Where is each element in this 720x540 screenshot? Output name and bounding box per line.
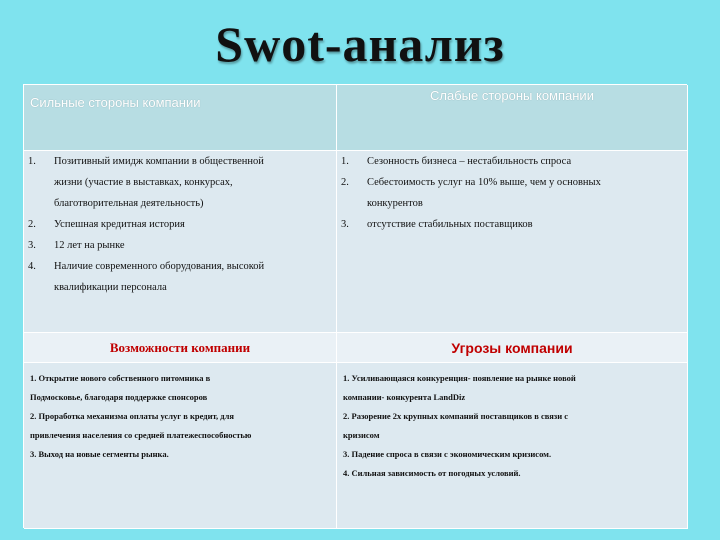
list-item-number: 1. xyxy=(28,156,36,167)
list-item xyxy=(337,151,687,172)
list-item-line: жизни (участие в выставках, конкурсах, xyxy=(54,177,233,188)
list-item-line: квалификации персонала xyxy=(54,282,167,293)
text-line: 1. Усиливающаяся конкуренция- появление на рынке новой xyxy=(343,373,576,383)
list-item-number: 2. xyxy=(341,177,349,188)
text-line: 2. Разорение 2х крупных компаний поставщиков в связи с xyxy=(343,411,569,421)
list-item-line: Успешная кредитная история xyxy=(54,219,185,230)
threats-cell xyxy=(337,363,688,529)
list-item-number: 4. xyxy=(28,261,36,272)
list-item xyxy=(337,214,687,235)
text-line: кризисом xyxy=(343,430,380,440)
list-item xyxy=(24,214,336,235)
text-line: привлечения населения со средней платежеспособностью xyxy=(30,430,252,440)
text-line: Подмосковье, благодаря поддержке спонсоров xyxy=(30,392,208,402)
strengths-header: Сильные стороны компании xyxy=(24,85,337,151)
list-item-line: Наличие современного оборудования, высокой xyxy=(54,261,265,272)
list-item xyxy=(24,256,336,298)
opportunities-cell xyxy=(24,363,337,529)
weaknesses-list xyxy=(337,151,687,235)
text-line: 1. Открытие нового собственного питомника в xyxy=(30,373,211,383)
list-item-number: 3. xyxy=(28,240,36,251)
text-line: 4. Сильная зависимость от погодных условий. xyxy=(343,468,521,478)
opportunities-header: Возможности компании xyxy=(24,333,337,363)
list-item xyxy=(24,235,336,256)
text-line: компании- конкурента LandDiz xyxy=(343,392,466,402)
text-line: 3. Выход на новые сегменты рынка. xyxy=(30,449,169,459)
list-item-number: 1. xyxy=(341,156,349,167)
list-item-line: благотворительная деятельность) xyxy=(54,198,204,209)
strengths-cell xyxy=(24,151,337,333)
weaknesses-header: Слабые стороны компании xyxy=(337,85,688,151)
text-line: 3. Падение спроса в связи с экономическим кризисом. xyxy=(343,449,552,459)
swot-table xyxy=(23,84,687,528)
list-item xyxy=(24,151,336,214)
list-item-line: Сезонность бизнеса – нестабильность спроса xyxy=(367,156,572,167)
list-item-line: Позитивный имидж компании в общественной xyxy=(54,156,264,167)
list-item-line: конкурентов xyxy=(367,198,423,209)
text-line: 2. Проработка механизма оплаты услуг в кредит, для xyxy=(30,411,234,421)
list-item-line: 12 лет на рынке xyxy=(54,240,125,251)
strengths-list xyxy=(24,151,336,298)
list-item xyxy=(337,172,687,214)
weaknesses-cell xyxy=(337,151,688,333)
list-item-line: Себестоимость услуг на 10% выше, чем у основных xyxy=(367,177,601,188)
threats-header: Угрозы компании xyxy=(337,333,688,363)
list-item-number: 2. xyxy=(28,219,36,230)
page-title: Swot-анализ xyxy=(215,16,505,72)
list-item-line: отсутствие стабильных поставщиков xyxy=(367,219,533,230)
list-item-number: 3. xyxy=(341,219,349,230)
